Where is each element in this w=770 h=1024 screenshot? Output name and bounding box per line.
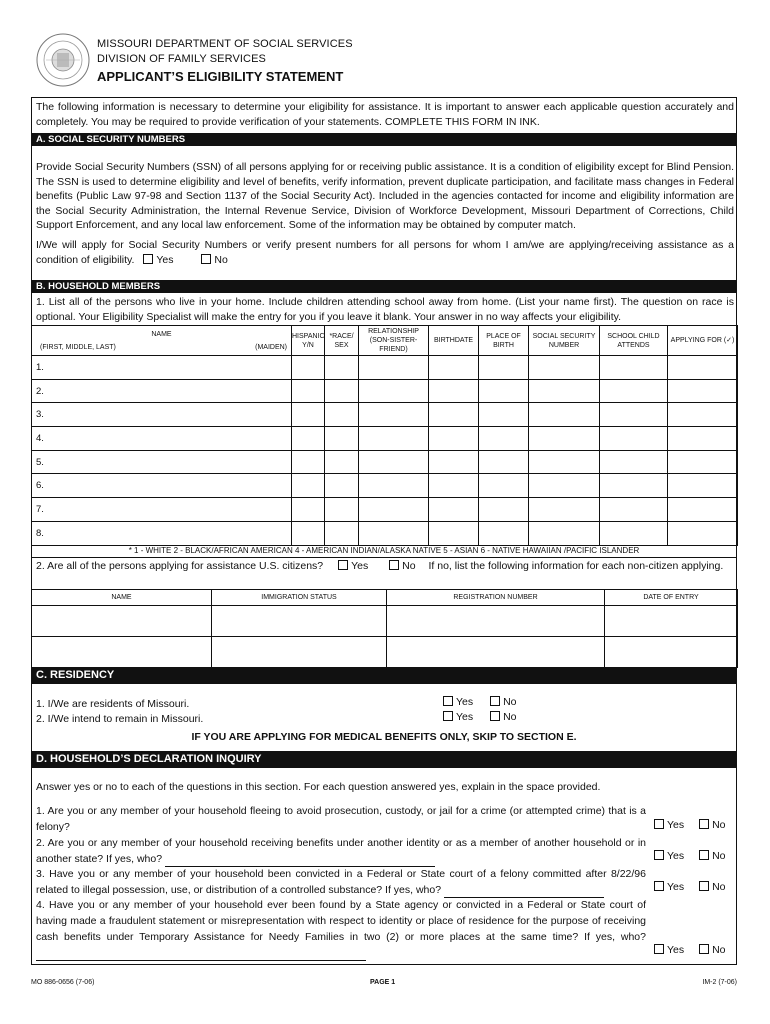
col-relationship: RELATIONSHIP (SON-SISTER- FRIEND) bbox=[359, 326, 429, 356]
household-row-cell[interactable] bbox=[429, 403, 479, 427]
household-row-cell[interactable] bbox=[359, 521, 429, 545]
household-members-table bbox=[31, 325, 738, 546]
col-name-first: (FIRST, MIDDLE, LAST) bbox=[40, 344, 116, 351]
citizenship-question-text: 2. Are all of the persons applying for assistance U.S. citizens? bbox=[36, 560, 324, 572]
household-row-cell[interactable] bbox=[325, 521, 359, 545]
declaration-q4-options bbox=[648, 944, 726, 956]
citizen-no-label: No bbox=[402, 560, 416, 572]
household-row-name-cell[interactable]: 1. bbox=[32, 356, 292, 380]
household-row-name-cell[interactable]: 4. bbox=[32, 427, 292, 451]
residency-q2-yes-checkbox[interactable] bbox=[443, 711, 453, 721]
household-row-cell[interactable] bbox=[359, 450, 429, 474]
household-row-cell[interactable] bbox=[292, 450, 325, 474]
residency-q1-no-label: No bbox=[503, 696, 517, 708]
cit-row-2-date[interactable] bbox=[605, 637, 738, 668]
declaration-q3 bbox=[36, 866, 646, 898]
ssn-no-checkbox[interactable] bbox=[201, 254, 211, 264]
declaration-q1-yes-label: Yes bbox=[667, 819, 685, 831]
household-row-cell[interactable] bbox=[668, 427, 738, 451]
missouri-state-seal-icon bbox=[36, 33, 90, 87]
household-row bbox=[32, 427, 738, 451]
col-applying: APPLYING FOR (✓) bbox=[668, 326, 738, 356]
household-row-cell[interactable] bbox=[429, 474, 479, 498]
declaration-q3-no-label: No bbox=[712, 881, 726, 893]
ssn-agreement-text: I/We will apply for Social Security Numbers or verify present numbers for all persons for whom I am/we are applying/receiving assistance as a condition of eligibility. bbox=[36, 239, 734, 266]
residency-q1-options bbox=[437, 696, 517, 708]
household-row-name-cell[interactable]: 3. bbox=[32, 403, 292, 427]
section-c-heading: C. RESIDENCY bbox=[31, 667, 737, 684]
cit-row-2-status[interactable] bbox=[212, 637, 387, 668]
household-row-cell[interactable] bbox=[359, 379, 429, 403]
col-ssn: SOCIAL SECURITY NUMBER bbox=[529, 326, 600, 356]
section-b-heading: B. HOUSEHOLD MEMBERS bbox=[31, 280, 737, 293]
declaration-intro: Answer yes or no to each of the questions in this section. For each question answered yes, explain in the space provided. bbox=[36, 781, 601, 793]
household-row-cell[interactable] bbox=[325, 474, 359, 498]
page-number: PAGE 1 bbox=[370, 979, 396, 986]
col-place-of-birth: PLACE OF BIRTH bbox=[479, 326, 529, 356]
residency-q2: 2. I/We intend to remain in Missouri. bbox=[36, 713, 204, 725]
household-row-cell[interactable] bbox=[359, 474, 429, 498]
declaration-q2-options bbox=[648, 850, 726, 862]
household-row-cell[interactable] bbox=[292, 356, 325, 380]
household-row bbox=[32, 450, 738, 474]
residency-q2-yes-label: Yes bbox=[456, 711, 474, 723]
form-code: IM-2 (7-06) bbox=[702, 979, 737, 986]
household-row bbox=[32, 498, 738, 522]
household-row-cell[interactable] bbox=[325, 450, 359, 474]
residency-q1-yes-checkbox[interactable] bbox=[443, 696, 453, 706]
department-name: MISSOURI DEPARTMENT OF SOCIAL SERVICES bbox=[97, 38, 353, 50]
non-citizen-table bbox=[31, 589, 738, 668]
ssn-no-label: No bbox=[214, 253, 228, 266]
cit-col-immigration-status: IMMIGRATION STATUS bbox=[212, 590, 387, 606]
household-row bbox=[32, 474, 738, 498]
declaration-q4 bbox=[36, 897, 646, 961]
section-a-heading: A. SOCIAL SECURITY NUMBERS bbox=[31, 133, 737, 146]
household-row-cell[interactable] bbox=[429, 379, 479, 403]
section-d-heading: D. HOUSEHOLD’S DECLARATION INQUIRY bbox=[31, 751, 737, 768]
household-row-cell[interactable] bbox=[479, 450, 529, 474]
cit-col-registration-number: REGISTRATION NUMBER bbox=[387, 590, 605, 606]
household-row-cell[interactable] bbox=[292, 498, 325, 522]
household-row-cell[interactable] bbox=[529, 474, 600, 498]
household-row-cell[interactable] bbox=[292, 521, 325, 545]
household-row-cell[interactable] bbox=[668, 521, 738, 545]
household-row-cell[interactable] bbox=[429, 498, 479, 522]
household-row-cell[interactable] bbox=[429, 356, 479, 380]
cit-row-1-date[interactable] bbox=[605, 606, 738, 637]
household-row-cell[interactable] bbox=[600, 427, 668, 451]
declaration-q3-no-checkbox[interactable] bbox=[699, 881, 709, 891]
declaration-q3-options bbox=[648, 881, 726, 893]
cit-row-2-name[interactable] bbox=[32, 637, 212, 668]
declaration-q3-yes-checkbox[interactable] bbox=[654, 881, 664, 891]
residency-q2-options bbox=[437, 711, 517, 723]
household-row-cell[interactable] bbox=[325, 356, 359, 380]
household-row-cell[interactable] bbox=[479, 356, 529, 380]
ssn-agreement bbox=[36, 238, 734, 267]
declaration-q2-yes-label: Yes bbox=[667, 850, 685, 862]
division-name: DIVISION OF FAMILY SERVICES bbox=[97, 53, 266, 65]
declaration-q1: 1. Are you or any member of your household fleeing to avoid prosecution, custody, or jail for a crime (or attempted crime) that is a felony? bbox=[36, 805, 646, 833]
household-row-cell[interactable] bbox=[429, 521, 479, 545]
household-row-cell[interactable] bbox=[600, 498, 668, 522]
household-row-cell[interactable] bbox=[668, 450, 738, 474]
household-row-cell[interactable] bbox=[479, 427, 529, 451]
declaration-q1-yes-checkbox[interactable] bbox=[654, 819, 664, 829]
ssn-yes-checkbox[interactable] bbox=[143, 254, 153, 264]
household-row bbox=[32, 356, 738, 380]
household-row-cell[interactable] bbox=[292, 474, 325, 498]
household-row-cell[interactable] bbox=[529, 498, 600, 522]
skip-instruction: IF YOU ARE APPLYING FOR MEDICAL BENEFITS ONLY, SKIP TO SECTION E. bbox=[191, 731, 577, 743]
household-row-cell[interactable] bbox=[325, 427, 359, 451]
form-number: MO 886-0656 (7-06) bbox=[31, 979, 95, 986]
household-row-cell[interactable] bbox=[668, 356, 738, 380]
household-row-cell[interactable] bbox=[600, 356, 668, 380]
declaration-q2-no-label: No bbox=[712, 850, 726, 862]
household-row-cell[interactable] bbox=[479, 521, 529, 545]
residency-q1: 1. I/We are residents of Missouri. bbox=[36, 698, 190, 710]
col-school: SCHOOL CHILD ATTENDS bbox=[600, 326, 668, 356]
household-row-cell[interactable] bbox=[479, 498, 529, 522]
declaration-q2-text: 2. Are you or any member of your household receiving benefits under another identity or as a member of another household or in another state? If yes, who? bbox=[36, 837, 646, 865]
household-row-cell[interactable] bbox=[668, 474, 738, 498]
cit-col-name: NAME bbox=[32, 590, 212, 606]
citizenship-instruction: If no, list the following information for each non-citizen applying. bbox=[428, 560, 724, 572]
household-row-cell[interactable] bbox=[529, 379, 600, 403]
race-key: * 1 - WHITE 2 - BLACK/AFRICAN AMERICAN 4 - AMERICAN INDIAN/ALASKA NATIVE 5 - ASIAN 6 - NATIVE HAWAIIAN /PACIFIC ISLANDER bbox=[128, 546, 640, 555]
household-row bbox=[32, 379, 738, 403]
household-row-cell[interactable] bbox=[600, 379, 668, 403]
citizen-yes-checkbox[interactable] bbox=[338, 560, 348, 570]
declaration-q3-yes-label: Yes bbox=[667, 881, 685, 893]
declaration-q4-answer-line[interactable] bbox=[36, 951, 366, 961]
household-row-cell[interactable] bbox=[668, 498, 738, 522]
household-row-cell[interactable] bbox=[479, 403, 529, 427]
household-row-cell[interactable] bbox=[325, 498, 359, 522]
declaration-q2 bbox=[36, 835, 646, 867]
household-row-cell[interactable] bbox=[429, 427, 479, 451]
household-row-cell[interactable] bbox=[325, 403, 359, 427]
household-row-cell[interactable] bbox=[359, 356, 429, 380]
household-row-cell[interactable] bbox=[359, 498, 429, 522]
household-row-cell[interactable] bbox=[668, 379, 738, 403]
household-row-cell[interactable] bbox=[479, 379, 529, 403]
household-row-cell[interactable] bbox=[292, 379, 325, 403]
col-name-label: NAME bbox=[151, 331, 172, 338]
household-row-cell[interactable] bbox=[600, 474, 668, 498]
citizen-no-checkbox[interactable] bbox=[389, 560, 399, 570]
residency-q2-no-label: No bbox=[503, 711, 517, 723]
col-name-maiden: (MAIDEN) bbox=[255, 344, 287, 351]
household-row-cell[interactable] bbox=[325, 379, 359, 403]
declaration-q1-no-checkbox[interactable] bbox=[699, 819, 709, 829]
declaration-q4-yes-label: Yes bbox=[667, 944, 685, 956]
citizenship-question bbox=[36, 559, 734, 574]
household-row-cell[interactable] bbox=[359, 403, 429, 427]
household-row-cell[interactable] bbox=[600, 450, 668, 474]
household-row-cell[interactable] bbox=[292, 427, 325, 451]
form-title: APPLICANT’S ELIGIBILITY STATEMENT bbox=[97, 69, 344, 84]
ssn-yes-label: Yes bbox=[156, 253, 174, 266]
residency-q1-yes-label: Yes bbox=[456, 696, 474, 708]
cit-row-1-status[interactable] bbox=[212, 606, 387, 637]
household-row-cell[interactable] bbox=[600, 403, 668, 427]
col-hispanic: HISPANIC Y/N bbox=[292, 326, 325, 356]
declaration-q3-text: 3. Have you or any member of your household been convicted in a Federal or State court of a felony committed after 8/22/96 related to illegal possession, use, or distribution of a controlled substance? If yes, who? bbox=[36, 868, 646, 896]
cit-row-1-reg[interactable] bbox=[387, 606, 605, 637]
household-row bbox=[32, 521, 738, 545]
household-row-cell[interactable] bbox=[479, 474, 529, 498]
household-row-cell[interactable] bbox=[359, 427, 429, 451]
declaration-q4-no-label: No bbox=[712, 944, 726, 956]
household-row-cell[interactable] bbox=[529, 356, 600, 380]
declaration-q4-yes-checkbox[interactable] bbox=[654, 944, 664, 954]
citizen-yes-label: Yes bbox=[351, 560, 369, 572]
declaration-q1-options bbox=[648, 819, 726, 831]
household-row-cell[interactable] bbox=[529, 427, 600, 451]
cit-row-2-reg[interactable] bbox=[387, 637, 605, 668]
household-row-name-cell[interactable]: 7. bbox=[32, 498, 292, 522]
household-row-cell[interactable] bbox=[529, 450, 600, 474]
household-row-name-cell[interactable]: 8. bbox=[32, 521, 292, 545]
col-birthdate: BIRTHDATE bbox=[429, 326, 479, 356]
declaration-q2-no-checkbox[interactable] bbox=[699, 850, 709, 860]
household-row bbox=[32, 403, 738, 427]
household-row-name-cell[interactable]: 6. bbox=[32, 474, 292, 498]
household-row-name-cell[interactable]: 5. bbox=[32, 450, 292, 474]
household-row-cell[interactable] bbox=[668, 403, 738, 427]
cit-row-1-name[interactable] bbox=[32, 606, 212, 637]
household-row-cell[interactable] bbox=[529, 521, 600, 545]
declaration-q2-yes-checkbox[interactable] bbox=[654, 850, 664, 860]
ssn-paragraph: Provide Social Security Numbers (SSN) of all persons applying for or receiving public assistance. It is a condition of eligibility except for Blind Pension. The SSN is used to determine eligibility and level of benefits, verify information, prevent duplicate participation, and facilitate mass changes in Federal benefits (Public Law 97-98 and Section 1137 of the Social Security Act). Included in the agencies contacted for income and eligibility information are the Social Security Administration, the Internal Revenue Service, Division of Workforce Development, Missouri Department of Corrections, Child Support Enforcement, and any local law enforcement. Some of the information may be obtained by computer match. bbox=[36, 161, 734, 231]
col-name bbox=[32, 326, 292, 356]
household-question-1: 1. List all of the persons who live in your home. Include children attending school away from home. (List your name first). The question on race is optional. Your Eligibility Specialist will make the entry for you if you leave it blank. Your answer in no way affects your eligibility. bbox=[36, 296, 734, 323]
declaration-q4-no-checkbox[interactable] bbox=[699, 944, 709, 954]
cit-col-date-of-entry: DATE OF ENTRY bbox=[605, 590, 738, 606]
household-row-cell[interactable] bbox=[600, 521, 668, 545]
residency-q1-no-checkbox[interactable] bbox=[490, 696, 500, 706]
household-row-name-cell[interactable]: 2. bbox=[32, 379, 292, 403]
declaration-q1-no-label: No bbox=[712, 819, 726, 831]
declaration-q4-text: 4. Have you or any member of your household ever been found by a State agency or convicted in a Federal or State court of having made a fraudulent statement or misrepresentation with respect to identity or place of residence for the purpose of receiving cash benefits under Temporary Assistance for Needy Families in two (2) or more places at the same time? If yes, who? bbox=[36, 899, 646, 943]
household-row-cell[interactable] bbox=[429, 450, 479, 474]
col-race-sex: *RACE/ SEX bbox=[325, 326, 359, 356]
residency-q2-no-checkbox[interactable] bbox=[490, 711, 500, 721]
household-row-cell[interactable] bbox=[529, 403, 600, 427]
intro-text: The following information is necessary to determine your eligibility for assistance. It is important to answer each applicable question accurately and completely. You may be required to provide verification of your statements. COMPLETE THIS FORM IN INK. bbox=[36, 101, 734, 128]
household-row-cell[interactable] bbox=[292, 403, 325, 427]
